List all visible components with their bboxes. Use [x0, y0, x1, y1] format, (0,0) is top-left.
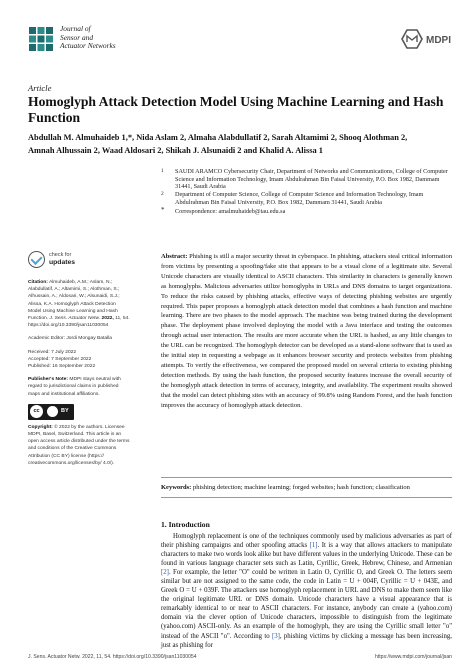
paper-title: Homoglyph Attack Detection Model Using Machine Learning and Hash Function [28, 94, 444, 125]
mdpi-logo-icon [400, 28, 452, 50]
abstract-divider [161, 477, 452, 478]
affiliation-item [161, 168, 451, 191]
keywords-divider [161, 497, 452, 498]
copyright-label: Copyright: [28, 424, 53, 430]
intro-text: . For example, the letter "O" could be written in Latin O, Cyrillic O, and Greek O. The letters seem similar but are not assigned to the same code, the code in Latin = U + 004F, Cyrillic = U + 043E, and Greek O = U + 039F [161, 569, 452, 595]
journal-name-line: Actuator Networks [60, 41, 116, 51]
reference-link[interactable]: [2] [161, 569, 169, 577]
publisher-note-text: MDPI stays neutral with regard to jurisdictional claims in published maps and institutional affiliations. [28, 377, 121, 397]
cc-icon: cc [30, 405, 43, 418]
affiliation-item [161, 191, 451, 206]
author-list [28, 132, 448, 157]
accepted-date: Accepted: 7 September 2022 [28, 356, 92, 362]
affiliation-text: Department of Computer Science, College of Computer Science and Information Technology, Imam Abdulrahman Bin Faisal University, P.O. Box 1982, Dammam 31441, Saudi Arabia [175, 191, 424, 206]
updates-top-label: check for [49, 252, 72, 258]
journal-header [28, 24, 452, 60]
cc-by-license-icon[interactable] [28, 404, 74, 420]
academic-editor: Academic Editor: Jordi Mongay Batalla [28, 336, 112, 342]
correspondence-text[interactable]: Correspondence: amalmuhaideb@iau.edu.sa [175, 207, 286, 215]
intro-text: . The attackers use homoglyph replacement in URL and DNS to make them seem like the original legitimate URL or DNS domain. Unicode characters have a visual appearance that is remarkably identical to or near to ASCII characters. For instance, anybody can create a (yahoo.com) domain via the clever option of Unicode characters, impossible to distinguish from the legitimate (yahoo.com) ASCII-only. As an example of the homoglyph, they are using the Cyrillic small letter "o" instead of the ASCII "o". According to [161, 587, 453, 640]
footer-journal-link[interactable]: https://www.mdpi.com/journal/jsan [374, 654, 452, 660]
reference-link[interactable]: [3] [271, 632, 280, 640]
check-for-updates-button[interactable] [28, 250, 76, 270]
section-heading: 1. Introduction [161, 520, 210, 529]
copyright-block [28, 424, 130, 467]
author-line: Amnah Alhussain 2, Waad Aldosari 2, Shikah J. Alsunaidi 2 and Khalid A. Alissa 1 [28, 145, 323, 155]
check-updates-icon [28, 251, 45, 268]
author-line: Abdullah M. Almuhaideb 1,*, Nida Aslam 2, Almaha Alabdullatif 2, Sarah Altamimi 2, Shooq Alothman 2, [28, 133, 408, 142]
intro-text: . It is a way that allows attackers to manipulate characters to make two words look alike but have different values in the underlying Unicode. These can be found in various language character sets such as Latin, Cyrillic, Greek, Hebrew, Chinese, and Armenian [161, 542, 452, 568]
abstract-label: Abstract: [161, 253, 188, 260]
reference-link[interactable]: [1] [309, 542, 318, 550]
attribution-person-icon [47, 406, 58, 417]
intro-paragraph [161, 532, 452, 650]
citation-block [28, 279, 130, 329]
citation-text: Almuhaideb, A.M.; Aslam, N.; Alabdullatif, A.; Altamimi, S.; Alothman, S.; Alhussain, A.; Aldosari, W.; Alsunaidi, S.J.; Alissa, K.A. Homoglyph Attack Detection Model Using Machine Learning and Hash Function. [28, 280, 120, 322]
publisher-name: MDPI [426, 35, 451, 46]
citation-year: 2022, [101, 316, 114, 322]
citation-label: Citation: [28, 280, 48, 285]
footer-citation[interactable]: J. Sens. Actuator Netw. 2022, 11, 54. https://doi.org/10.3390/jsan11030054 [28, 654, 197, 660]
keywords-label: Keywords: [161, 484, 192, 491]
abstract-text: Phishing is still a major security threat in cyberspace. In phishing, attackers steal critical information from victims by presenting a spoofing/fake site that appears to be a visual clone of a legitimate site. Several Unicode characters are visually identical to ASCII characters. This similarity in characters is generally known as homoglyphs. Malicious adversaries utilize homoglyphs in URLs and DNS domains to target organizations. To reduce the risks caused by phishing attacks, effective ways of detecting phishing websites are urgently required. This paper proposes a homoglyph attack detection model that combines a hash function and machine learning. There are two phases to the model approach. The machine was being trained during the development phase. The deployment phase involved deploying the model with a Java interface and testing the outcomes through actual user interaction. The results are more accurate when the URL is hashed, as any little changes to the URL can be recognized. The homoglyph detector can be developed as a stand-alone software that is used as the initial step in requesting a webpage as it enhances browser security and protects websites from phishing attempts. To verify the effectiveness, we compared the proposed model on several criteria to existing phishing detection methods. By using the hash function, the proposed security features increase the overall security of the homoglyph attack detection in terms of accuracy, integrity, and availability. The experiment results showed that the model can detect phishing sites with an accuracy of 99.8% using Random Forest, and the hash function improves the accuracy of homoglyph attack detection. [161, 253, 453, 409]
journal-name [60, 25, 116, 51]
journal-logo-icon [28, 26, 54, 52]
journal-name-line: Sensor and [60, 32, 94, 42]
publisher-note [28, 376, 130, 398]
citation-journal: J. Sens. Actuator Netw. [49, 316, 101, 322]
affiliation-text: SAUDI ARAMCO Cybersecurity Chair, Department of Networks and Communications, College of Computer Science and Information Technology, Imam Abdulrahman Bin Faisal University, P.O. Box 1982, Dammam 31441, Saudi Arabia [175, 168, 448, 191]
received-date: Received: 7 July 2022 [28, 349, 77, 355]
intro-text: Homoglyph replacement is one of the techniques commonly used by malicious adversaries as part of their phishing campaigns and other spoofing attacks [161, 533, 452, 550]
by-label: BY [61, 408, 69, 415]
keywords [161, 483, 452, 492]
published-date: Published: 16 September 2022 [28, 364, 96, 370]
affiliation-mark: 2 [161, 191, 164, 198]
copyright-text: © 2022 by the authors. Licensee MDPI, Basel, Switzerland. This article is an open access article distributed under the terms and conditions of the Creative Commons Attribution (CC BY) license (https:// creativecommons.org/licenses/by/ 4.0/). [28, 424, 130, 466]
intro-text: , phishing victims by clicking a message has been increasing, just as phishing for [161, 632, 452, 649]
article-type: Article [28, 83, 52, 93]
updates-label: updates [49, 259, 76, 266]
affiliation-mark: 1 [161, 168, 164, 174]
journal-name-line: Journal of [60, 24, 91, 33]
publisher-note-label: Publisher's Note: [28, 377, 69, 383]
affiliation-mark: * [161, 205, 165, 214]
affiliation-item [161, 205, 451, 216]
dates-block [28, 349, 130, 371]
keywords-text: phishing detection; machine learning; forged websites; hash function; classification [192, 484, 410, 491]
side-column [28, 250, 130, 473]
citation-tail[interactable]: 11, 54. https://doi.org/10.3390/jsan11030054 [28, 316, 130, 329]
abstract [161, 252, 452, 411]
affiliations [161, 168, 451, 216]
